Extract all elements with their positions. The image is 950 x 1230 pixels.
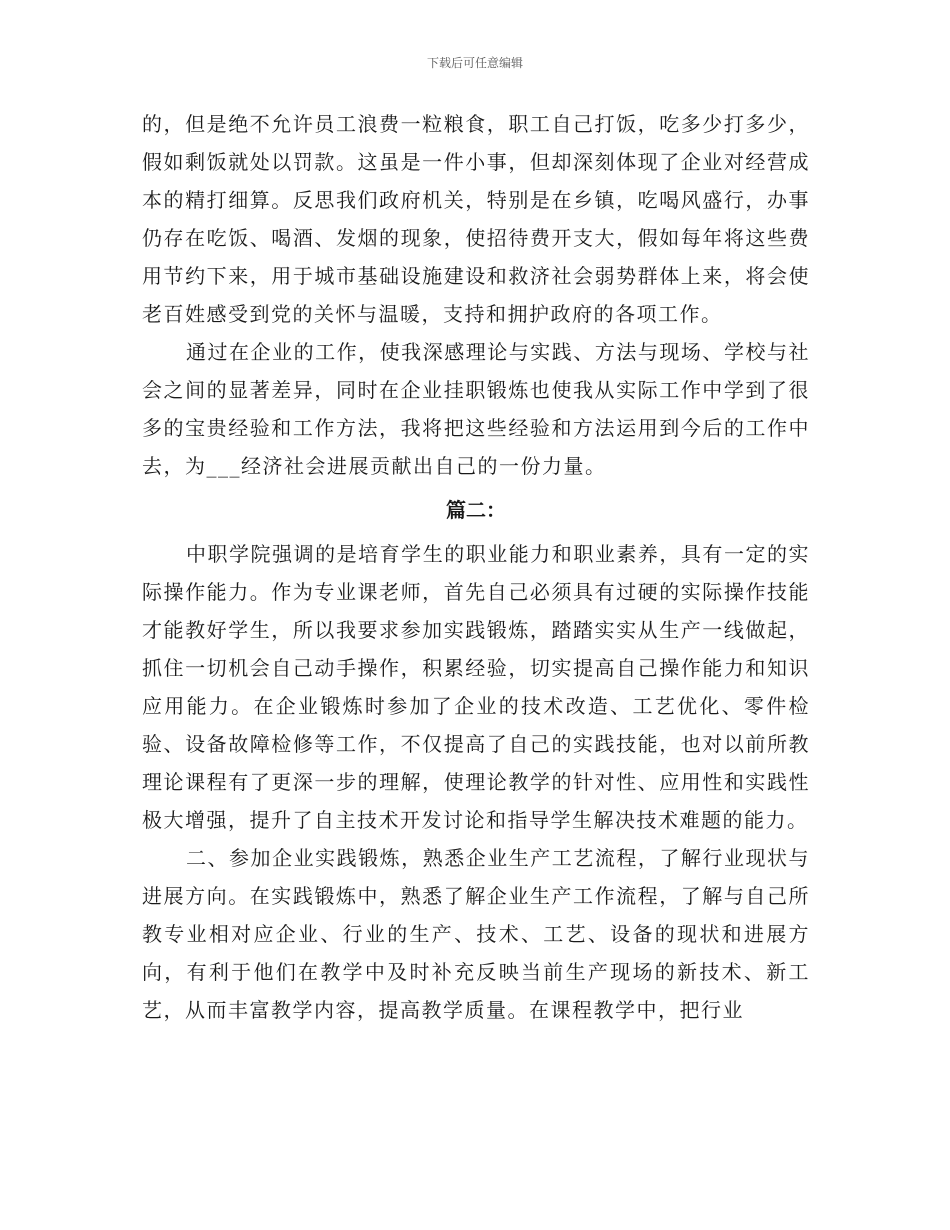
document-body [142, 105, 810, 1029]
paragraph-3: 中职学院强调的是培育学生的职业能力和职业素养，具有一定的实际操作能力。作为专业课老师，首先自己必须具有过硬的实际操作技能才能教好学生，所以我要求参加实践锻炼，踏踏实实从生产一线做起，抓住一切机会自己动手操作，积累经验，切实提高自己操作能力和知识应用能力。在企业锻炼时参加了企业的技术改造、工艺优化、零件检验、设备故障检修等工作，不仅提高了自己的实践技能，也对以前所教理论课程有了更深一步的理解，使理论教学的针对性、应用性和实践性极大增强，提升了自主技术开发讨论和指导学生解决技术难题的能力。 [142, 542, 810, 832]
paragraph-4: 二、参加企业实践锻炼，熟悉企业生产工艺流程，了解行业现状与进展方向。在实践锻炼中，熟悉了解企业生产工作流程，了解与自己所教专业相对应企业、行业的生产、技术、工艺、设备的现状和进展方向，有利于他们在教学中及时补充反映当前生产现场的新技术、新工艺，从而丰富教学内容，提高教学质量。在课程教学中，把行业 [142, 846, 810, 1022]
page-header: 下载后可任意编辑 [426, 56, 523, 70]
paragraph-2: 通过在企业的工作，使我深感理论与实践、方法与现场、学校与社会之间的显著差异，同时在企业挂职锻炼也使我从实际工作中学到了很多的宝贵经验和工作方法，我将把这些经验和方法运用到今后的工作中去，为___经济社会进展贡献出自己的一份力量。 [142, 340, 810, 478]
section-heading: 篇二： [446, 498, 506, 522]
paragraph-1: 的，但是绝不允许员工浪费一粒粮食，职工自己打饭，吃多少打多少，假如剩饭就处以罚款。这虽是一件小事，但却深刻体现了企业对经营成本的精打细算。反思我们政府机关，特别是在乡镇，吃喝风盛行，办事仍存在吃饭、喝酒、发烟的现象，使招待费开支大，假如每年将这些费用节约下来，用于城市基础设施建设和救济社会弱势群体上来，将会使老百姓感受到党的关怀与温暖，支持和拥护政府的各项工作。 [142, 112, 810, 326]
